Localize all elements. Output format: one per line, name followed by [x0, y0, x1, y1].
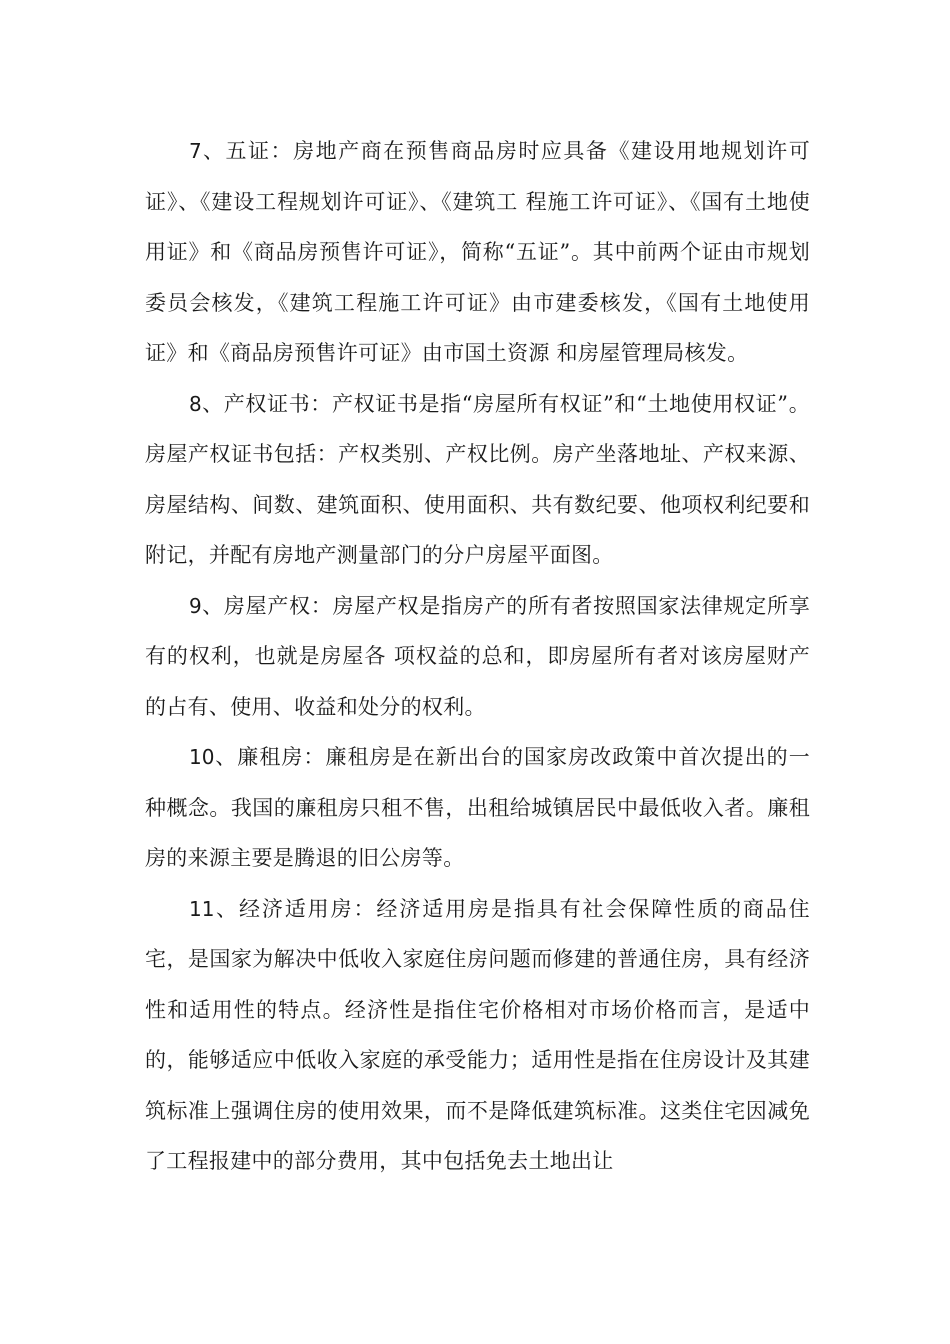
paragraph-text: 、经济适用房：经济适用房是指具有社会保障性质的商品住宅，是国家为解决中低收入家庭住房问题而修建的普通住房，具有经济性和适用性的特点。经济性是指住宅价格相对市场价格而言，是适中的，能够适应中低收入家庭的承受能力；适用性是指在住房设计及其建筑标准上强调住房的使用效果，而不是降低建筑标准。这类住宅因减免了工程报建中的部分费用，其中包括免去土地出让 [145, 896, 810, 1173]
paragraph-jingji-shiyongfang [145, 884, 810, 1187]
paragraph-text: 、房屋产权：房屋产权是指房产的所有者按照国家法律规定所享有的权利，也就是房屋各 项权益的总和，即房屋所有者对该房屋财产的占有、使用、收益和处分的权利。 [145, 593, 810, 719]
paragraph-number: 7 [189, 139, 202, 163]
paragraph-text: 、产权证书：产权证书是指“房屋所有权证”和“土地使用权证”。房屋产权证书包括：产权类别、产权比例。房产坐落地址、产权来源、房屋结构、间数、建筑面积、使用面积、共有数纪要、他项权利纪要和附记，并配有房地产测量部门的分户房屋平面图。 [145, 391, 810, 567]
document-body [145, 126, 810, 1187]
paragraph-wuzheng [145, 126, 810, 379]
paragraph-fangwu-chanquan [145, 581, 810, 733]
paragraph-text: 、廉租房：廉租房是在新出台的国家房改政策中首次提出的一种概念。我国的廉租房只租不售，出租给城镇居民中最低收入者。廉租房的来源主要是腾退的旧公房等。 [145, 745, 810, 870]
paragraph-number: 9 [189, 593, 202, 618]
paragraph-chanquan-zhengshu [145, 379, 810, 581]
paragraph-number: 10 [189, 745, 215, 769]
paragraph-number: 8 [189, 391, 202, 416]
paragraph-number: 11 [189, 896, 215, 921]
paragraph-text: 、五证：房地产商在预售商品房时应具备《建设用地规划许可证》、《建设工程规划许可证》、《建筑工 程施工许可证》、《国有土地使用证》和《商品房预售许可证》，简称“五证”。其中前两个证由市规划委员会核发，《建筑工程施工许可证》由市建委核发，《国有土地使用证》和《商品房预售许可证》由市国土资源 和房屋管理局核发。 [145, 139, 810, 365]
paragraph-lianzufang [145, 732, 810, 884]
